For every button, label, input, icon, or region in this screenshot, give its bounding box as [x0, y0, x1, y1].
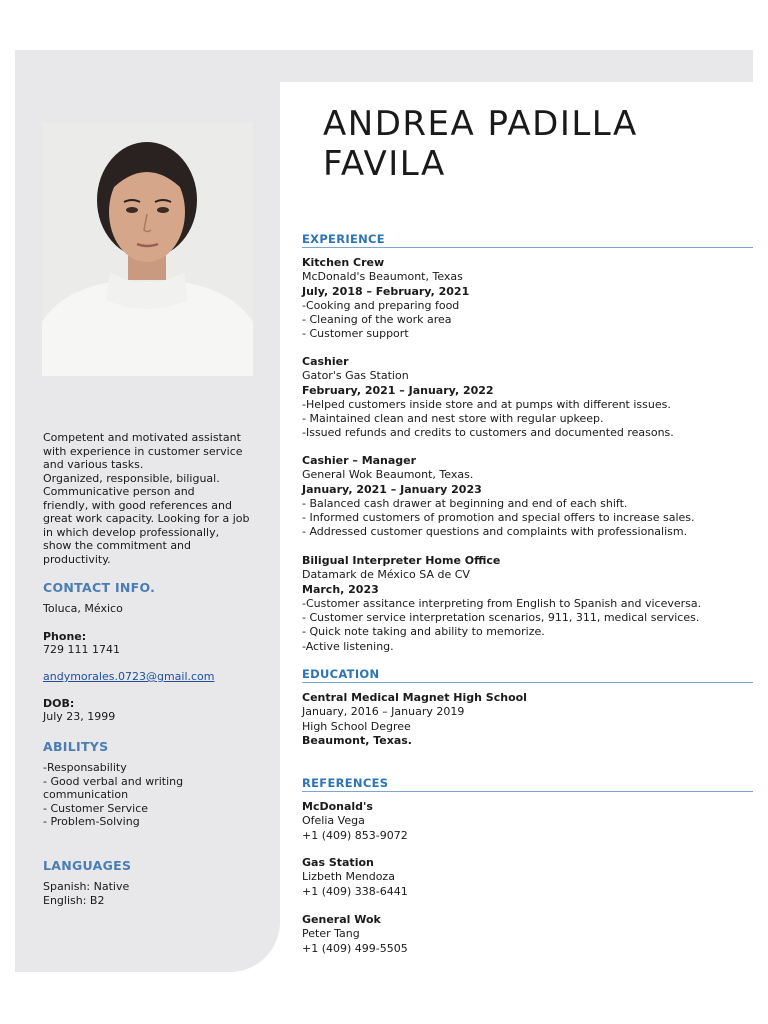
job-dates: February, 2021 – January, 2022: [302, 383, 494, 397]
ability-item: -Responsability: [43, 761, 127, 774]
job-title: Kitchen Crew: [302, 256, 385, 269]
reference-org: Gas Station: [302, 856, 374, 869]
reference-entry: [302, 913, 757, 956]
job-title: Biligual Interpreter Home Office: [302, 554, 501, 567]
job-duty: - Addressed customer questions and complaints with professionalism.: [302, 525, 688, 539]
summary-line: Organized, responsible, biligual.: [43, 471, 220, 485]
job-company: McDonald's Beaumont, Texas: [302, 270, 463, 284]
dob-label: DOB:: [43, 697, 75, 710]
job-duty: -Helped customers inside store and at pumps with different issues.: [302, 397, 671, 411]
job-dates: March, 2023: [302, 582, 379, 596]
phone-label: Phone:: [43, 630, 87, 643]
reference-person: Ofelia Vega: [302, 814, 365, 828]
job-title: Cashier: [302, 355, 349, 368]
summary-line: friendly, with good references and: [43, 498, 232, 512]
reference-phone: +1 (409) 853-9072: [302, 828, 408, 842]
abilities-heading: ABILITYS: [43, 739, 109, 754]
job-duty: - Customer service interpretation scenarios, 911, 311, medical services.: [302, 611, 700, 625]
language-item: English: B2: [43, 893, 105, 907]
summary-line: Communicative person and: [43, 485, 195, 498]
job-duty: -Cooking and preparing food: [302, 298, 460, 312]
education-dates: January, 2016 – January 2019: [302, 705, 465, 719]
references-heading: REFERENCES: [302, 776, 753, 792]
ability-item: communication: [43, 788, 129, 801]
ability-item: - Good verbal and writing: [43, 774, 184, 788]
name-line-1: ANDREA PADILLA: [323, 104, 638, 144]
job-title: Cashier – Manager: [302, 454, 417, 467]
education-entry: [302, 691, 757, 748]
summary-line: in which develop professionally,: [43, 525, 220, 539]
job-duty: - Informed customers of promotion and special offers to increase sales.: [302, 511, 695, 525]
summary-line: Competent and motivated assistant: [43, 431, 241, 444]
language-item: Spanish: Native: [43, 880, 130, 893]
contact-location: Toluca, México: [43, 602, 123, 615]
job-entry: [302, 554, 757, 654]
job-duty: -Customer assitance interpreting from English to Spanish and viceversa.: [302, 596, 702, 610]
reference-phone: +1 (409) 499-5505: [302, 941, 408, 955]
job-duty: -Active listening.: [302, 639, 394, 653]
school-name: Central Medical Magnet High School: [302, 691, 527, 704]
job-duty: - Quick note taking and ability to memorize.: [302, 625, 545, 639]
education-location: Beaumont, Texas.: [302, 733, 412, 747]
job-entry: [302, 355, 757, 441]
job-entry: [302, 256, 757, 342]
job-duty: - Balanced cash drawer at beginning and end of each shift.: [302, 496, 628, 510]
languages-heading: LANGUAGES: [43, 858, 132, 873]
phone-value: 729 111 1741: [43, 643, 120, 656]
name-line-2: FAVILA: [323, 144, 446, 184]
job-duty: - Cleaning of the work area: [302, 313, 452, 327]
contact-heading: CONTACT INFO.: [43, 580, 156, 595]
education-degree: High School Degree: [302, 719, 411, 733]
summary-line: and various tasks.: [43, 458, 144, 471]
languages-list: [43, 880, 268, 907]
job-company: General Wok Beaumont, Texas.: [302, 468, 474, 482]
job-duty: - Customer support: [302, 327, 409, 341]
profile-summary: [43, 431, 268, 566]
email-link[interactable]: andymorales.0723@gmail.com: [43, 670, 215, 683]
reference-entry: [302, 856, 757, 899]
abilities-list: [43, 761, 268, 829]
job-duty: - Maintained clean and nest store with regular upkeep.: [302, 412, 604, 426]
experience-heading: EXPERIENCE: [302, 232, 753, 248]
reference-person: Lizbeth Mendoza: [302, 870, 395, 884]
job-dates: July, 2018 – February, 2021: [302, 284, 470, 298]
reference-entry: [302, 800, 757, 843]
profile-photo: [42, 122, 253, 376]
job-duty: -Issued refunds and credits to customers and documented reasons.: [302, 426, 674, 440]
reference-person: Peter Tang: [302, 927, 360, 941]
summary-line: productivity.: [43, 552, 111, 566]
job-dates: January, 2021 – January 2023: [302, 482, 482, 496]
job-entry: [302, 454, 757, 540]
reference-org: General Wok: [302, 913, 381, 926]
job-company: Gator's Gas Station: [302, 369, 409, 383]
reference-org: McDonald's: [302, 800, 373, 813]
summary-line: show the commitment and: [43, 539, 192, 552]
dob-value: July 23, 1999: [43, 710, 116, 723]
summary-line: great work capacity. Looking for a job: [43, 512, 250, 525]
reference-phone: +1 (409) 338-6441: [302, 884, 408, 898]
ability-item: - Problem-Solving: [43, 815, 140, 828]
ability-item: - Customer Service: [43, 801, 149, 815]
summary-line: with experience in customer service: [43, 444, 243, 458]
candidate-name: [323, 104, 638, 184]
job-company: Datamark de México SA de CV: [302, 568, 470, 582]
education-heading: EDUCATION: [302, 667, 753, 683]
